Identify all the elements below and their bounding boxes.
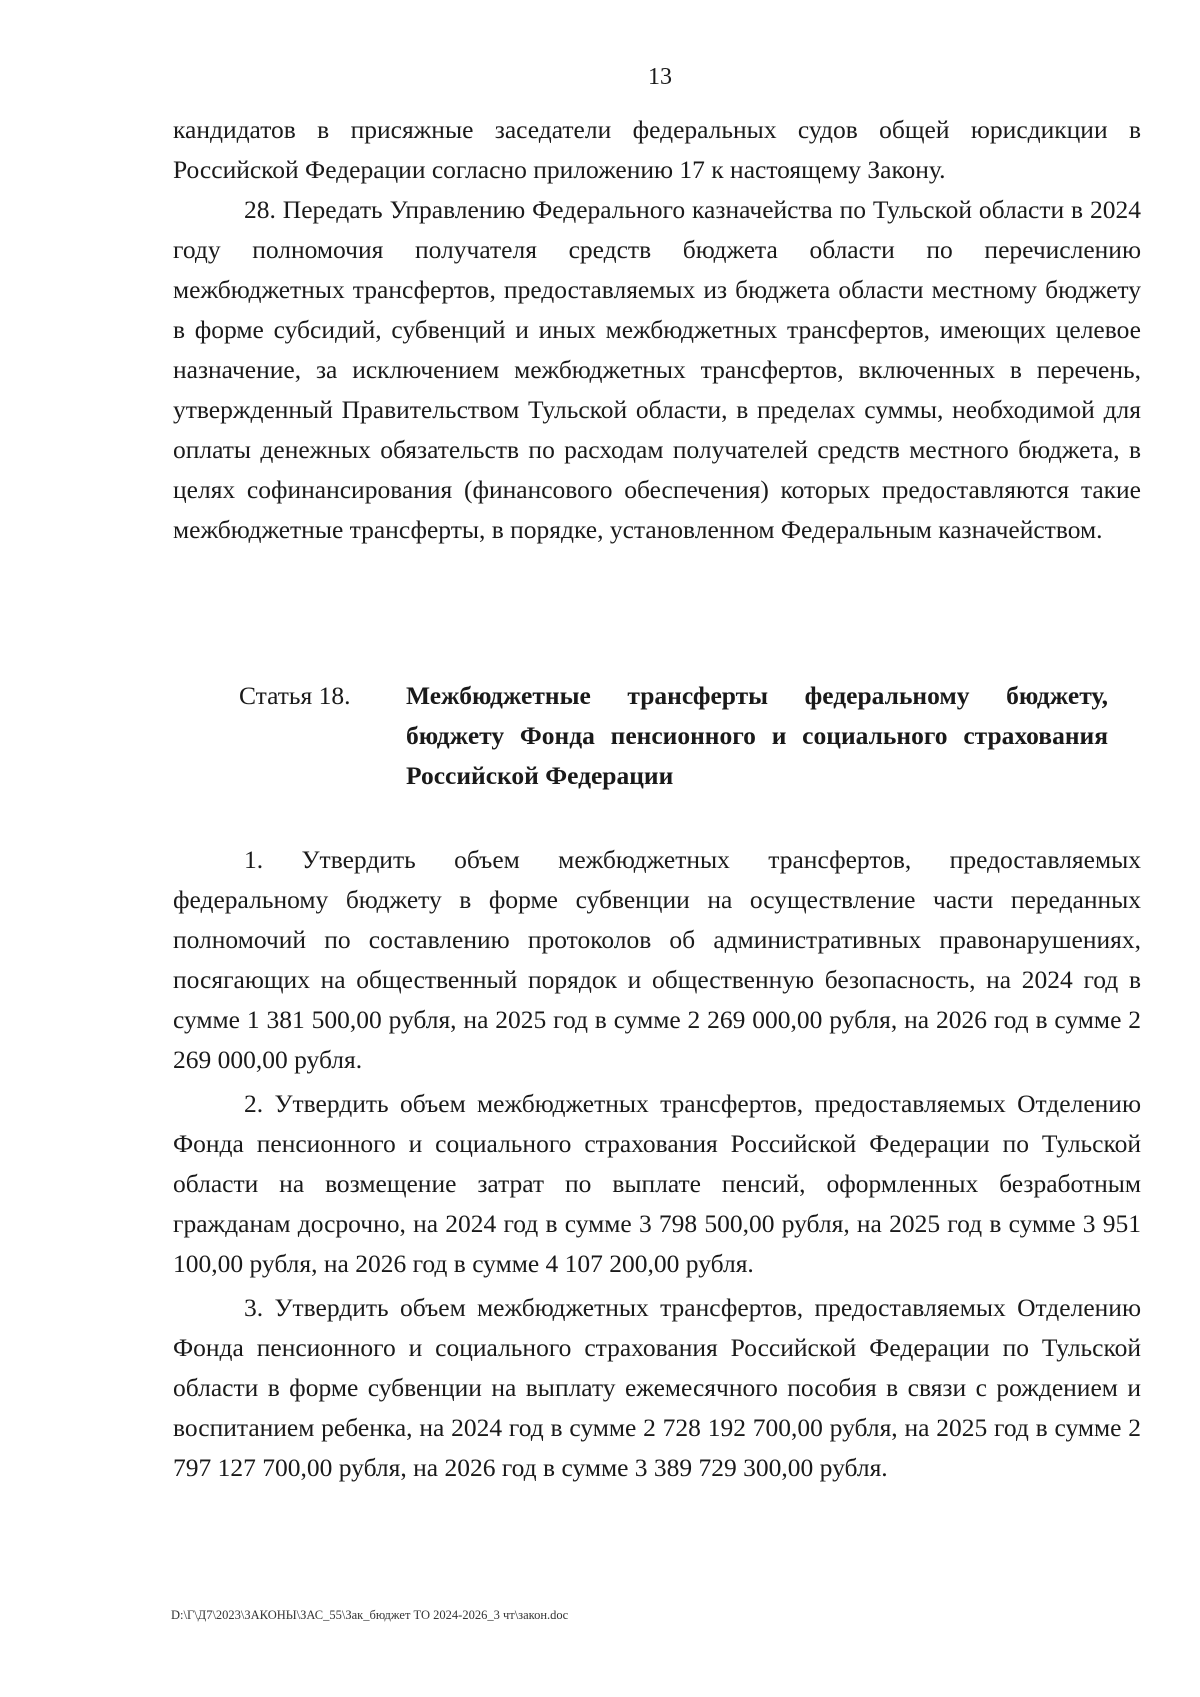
page-number: 13 <box>648 64 672 90</box>
continuation-block <box>173 110 1141 190</box>
article-item-3: 3. Утвердить объем межбюджетных трансфертов, предоставляемых Отделению Фонда пенсионного и социального страхования Российской Федерации по Тульской области в форме субвенции на выплату ежемесячного пособия в связи с рождением и воспитанием ребенка, на 2024 год в сумме 2 728 192 700,00 рубля, на 2025 год в сумме 2 797 127 700,00 рубля, на 2026 год в сумме 3 389 729 300,00 рубля. <box>173 1293 1141 1482</box>
paragraph-28: 28. Передать Управлению Федерального казначейства по Тульской области в 2024 году полномочия получателя средств бюджета области по перечислению межбюджетных трансфертов, предоставляемых из бюджета области местному бюджету в форме субсидий, субвенций и иных межбюджетных трансфертов, имеющих целевое назначение, за исключением межбюджетных трансфертов, включенных в перечень, утвержденный Правительством Тульской области, в пределах суммы, необходимой для оплаты денежных обязательств по расходам получателей средств местного бюджета, в целях софинансирования (финансового обеспечения) которых предоставляются такие межбюджетные трансферты, в порядке, установленном Федеральным казначейством. <box>173 195 1141 544</box>
article-label: Статья 18. <box>239 681 351 710</box>
article-item-2: 2. Утвердить объем межбюджетных трансфертов, предоставляемых Отделению Фонда пенсионного и социального страхования Российской Федерации по Тульской области на возмещение затрат по выплате пенсий, оформленных безработным гражданам досрочно, на 2024 год в сумме 3 798 500,00 рубля, на 2025 год в сумме 3 951 100,00 рубля, на 2026 год в сумме 4 107 200,00 рубля. <box>173 1089 1141 1278</box>
article-items <box>173 840 1141 1488</box>
continuation-paragraph: кандидатов в присяжные заседатели федеральных судов общей юрисдикции в Российской Федерации согласно приложению 17 к настоящему Закону. <box>173 115 1141 184</box>
footer-file-path: D:\Г\Д7\2023\ЗАКОНЫ\ЗАС_55\Зак_бюджет ТО 2024-2026_3 чт\закон.doc <box>171 1608 569 1622</box>
article-item-1: 1. Утвердить объем межбюджетных трансфертов, предоставляемых федеральному бюджету в форме субвенции на осуществление части переданных полномочий по составлению протоколов об административных правонарушениях, посягающих на общественный порядок и общественную безопасность, на 2024 год в сумме 1 381 500,00 рубля, на 2025 год в сумме 2 269 000,00 рубля, на 2026 год в сумме 2 269 000,00 рубля. <box>173 845 1141 1074</box>
article-title: Межбюджетные трансферты федеральному бюджету, бюджету Фонда пенсионного и социального страхования Российской Федерации <box>406 681 1108 790</box>
paragraph-28-block <box>173 190 1141 550</box>
